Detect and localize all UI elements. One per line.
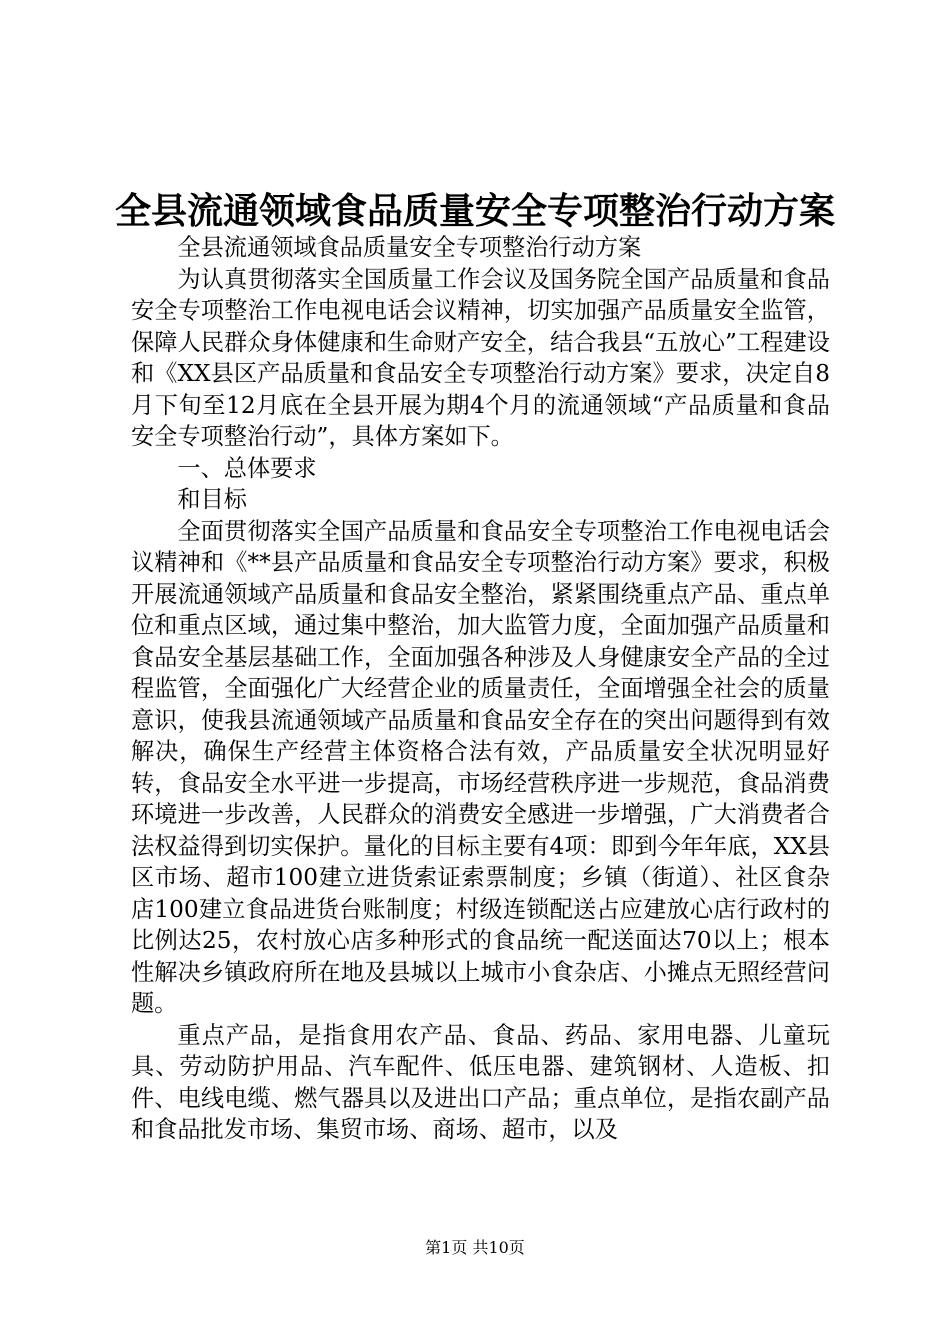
paragraph-key-products: 重点产品，是指食用农产品、食品、药品、家用电器、儿童玩具、劳动防护用品、汽车配件、低压电器、建筑钢材、人造板、扣件、电线电缆、燃气器具以及进出口产品；重点单位，是指农副产品和食品批发市场、集贸市场、商场、超市，以及 [131,1021,830,1143]
paragraph-subtitle: 全县流通领域食品质量安全专项整治行动方案 [177,234,642,261]
document-body [131,232,830,1146]
section-heading: 一、总体要求 [177,454,317,482]
page-footer: 第1页 共10页 [425,1238,525,1257]
paragraph-goals: 全面贯彻落实全国产品质量和食品安全专项整治工作电视电话会议精神和《**县产品质量和食品安全专项整治行动方案》要求，积极开展流通领域产品质量和食品安全整治，紧紧围绕重点产品、重点单位和重点区域，通过集中整治，加大监管力度，全面加强产品质量和食品安全基层基础工作，全面加强各种涉及人身健康安全产品的全过程监管，全面强化广大经营企业的质量责任，全面增强全社会的质量意识，使我县流通领域产品质量和食品安全存在的突出问题得到有效解决，确保生产经营主体资格合法有效，产品质量安全状况明显好转，食品安全水平进一步提高，市场经营秩序进一步规范，食品消费环境进一步改善，人民群众的消费安全感进一步增强，广大消费者合法权益得到切实保护。量化的目标主要有4项：即到今年年底，XX县区市场、超市100建立进货索证索票制度；乡镇（街道）、社区食杂店100建立食品进货台账制度；村级连锁配送占应建放心店行政村的比例达25，农村放心店多种形式的食品统一配送面达70以上；根本性解决乡镇政府所在地及县城以上城市小食杂店、小摊点无照经营问题。 [131,517,830,1017]
paragraph-intro: 为认真贯彻落实全国质量工作会议及国务院全国产品质量和食品安全专项整治工作电视电话会议精神，切实加强产品质量安全监管，保障人民群众身体健康和生命财产安全，结合我县“五放心”工程建设和《XX县区产品质量和食品安全专项整治行动方案》要求，决定自8月下旬至12月底在全县开展为期4个月的流通领域“产品质量和食品安全专项整治行动”，具体方案如下。 [131,265,830,450]
document-title: 全县流通领域食品质量安全专项整治行动方案 [114,190,835,232]
section-heading-continued: 和目标 [177,486,247,513]
